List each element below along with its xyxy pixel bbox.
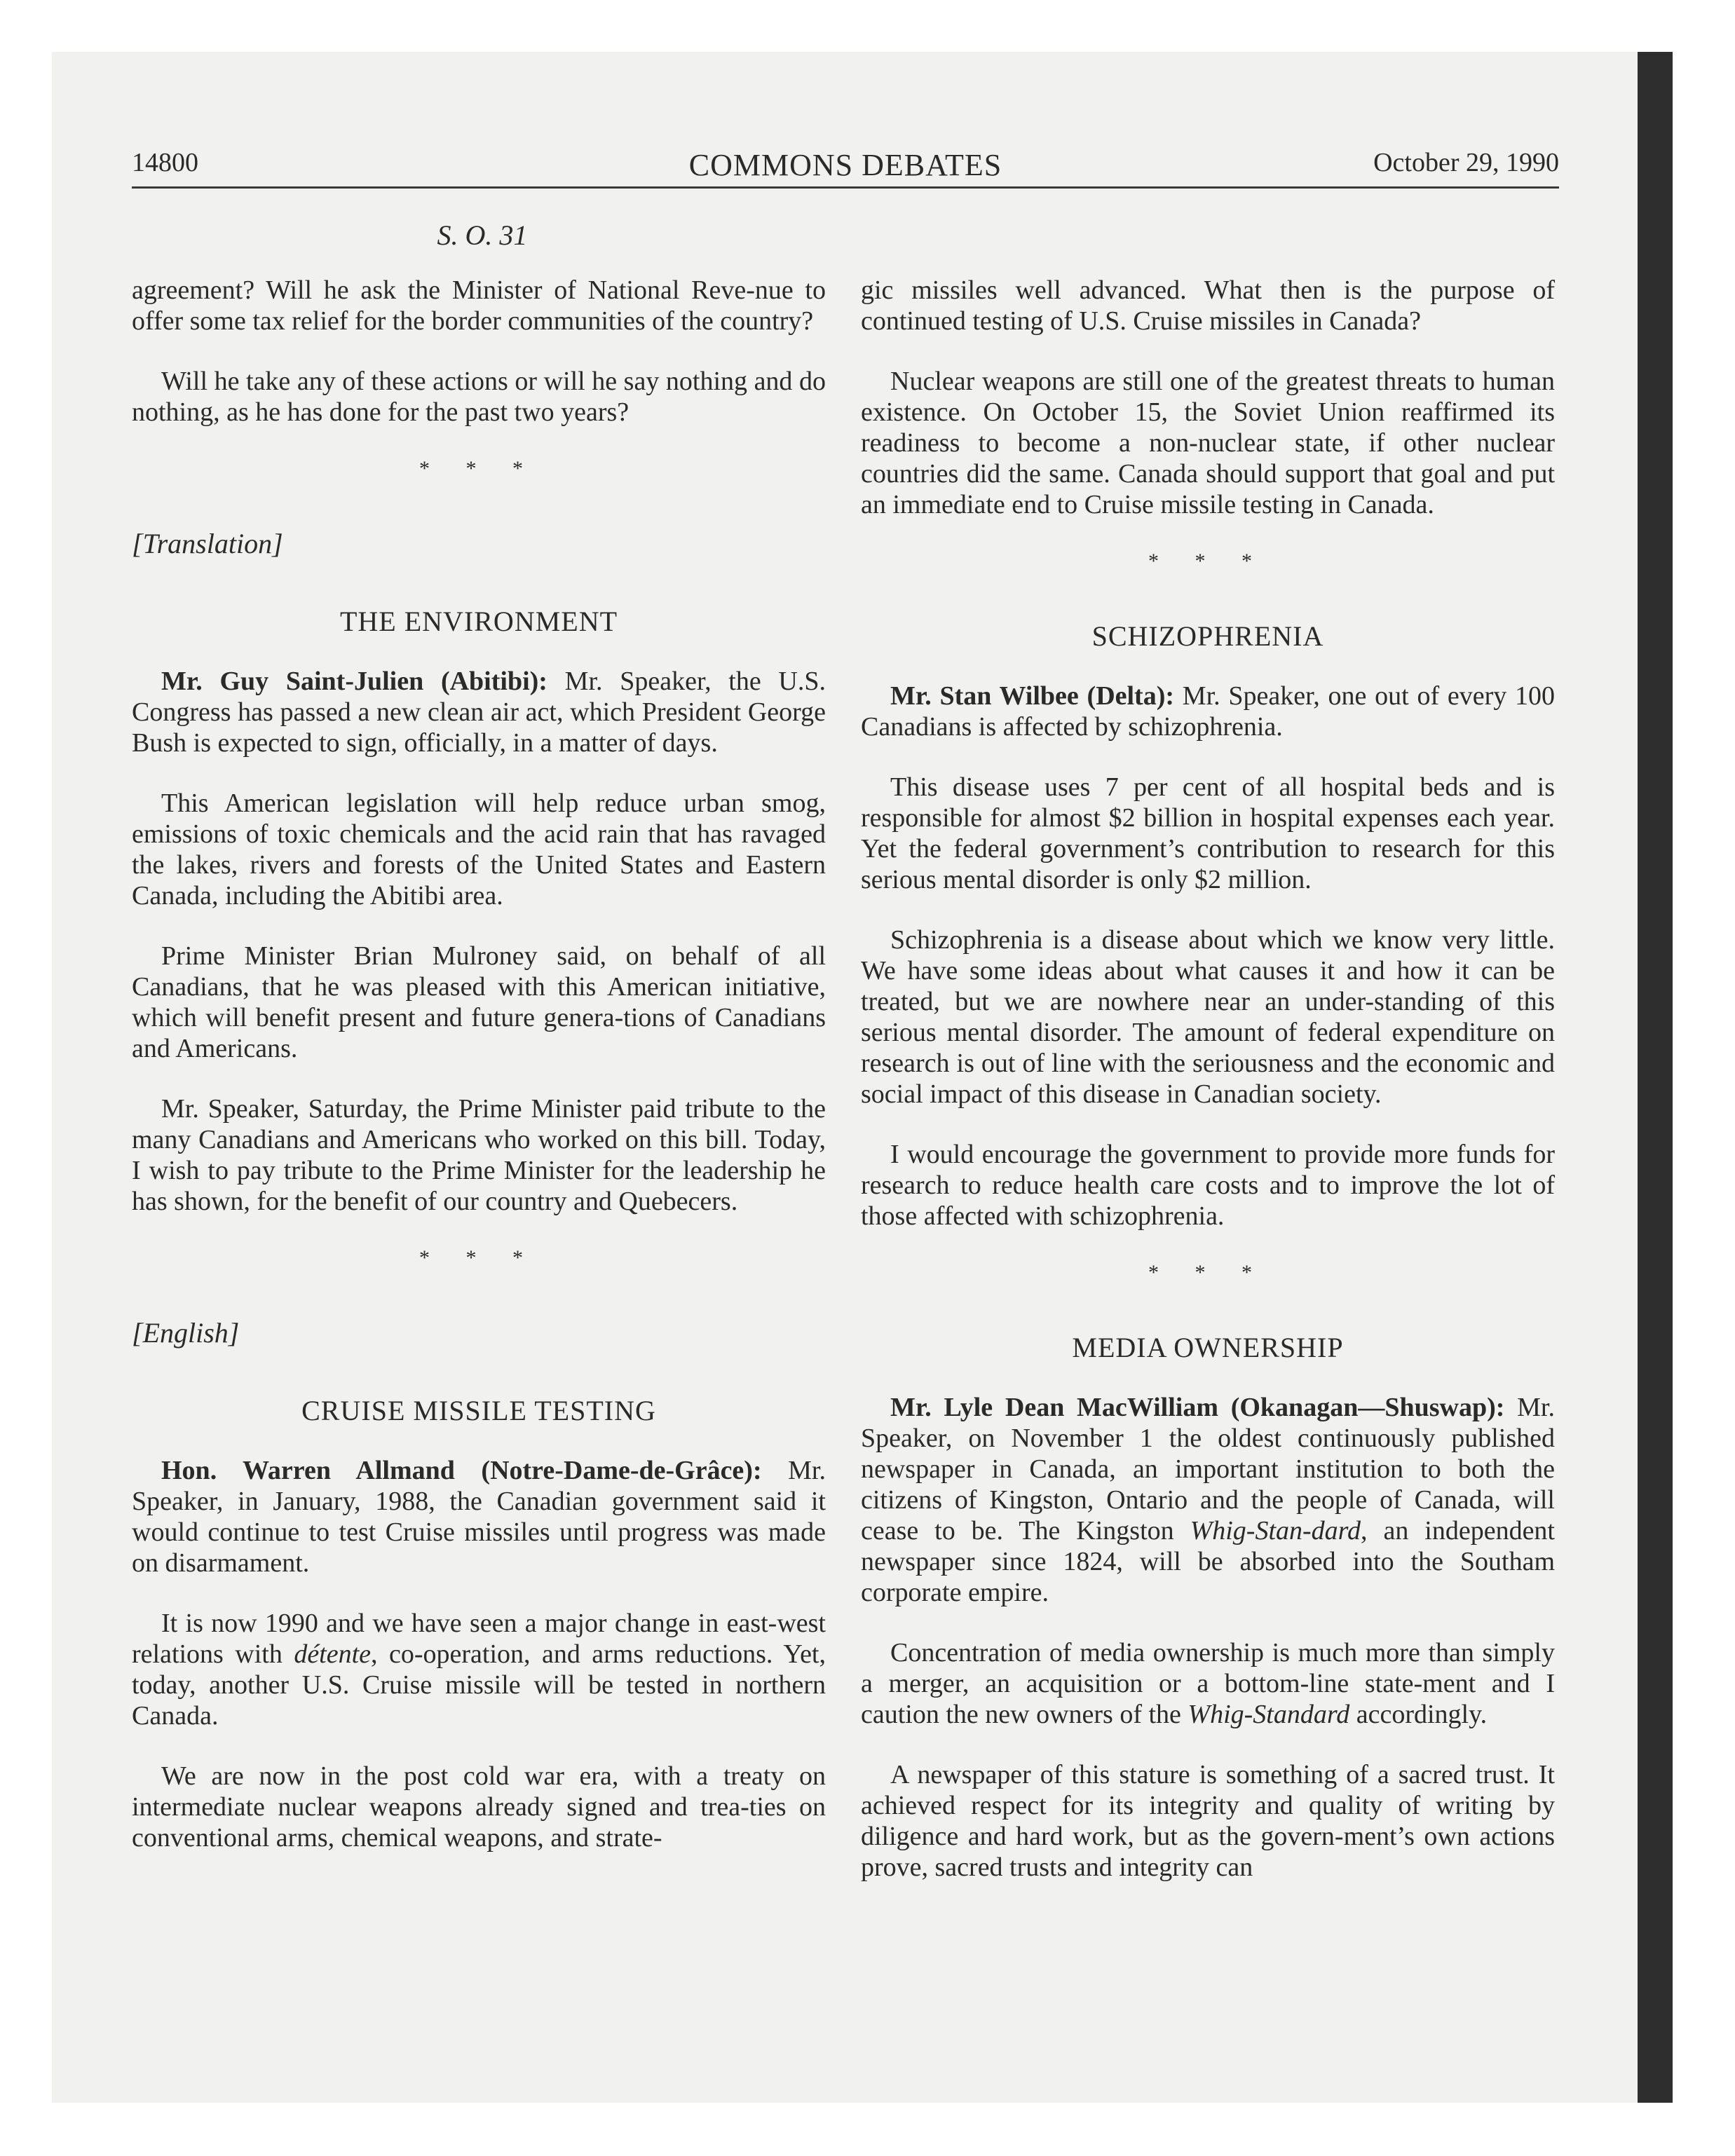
paragraph: Will he take any of these actions or will he say nothing and do nothing, as he has done for the past two years? bbox=[132, 367, 826, 427]
text-run: Mr. Speaker, on November 1 the oldest continuously published newspaper in Canada, an important institution to both the citizens of Kingston, Ontario and the people of Canada, will cease to be. The Kingston bbox=[861, 1393, 1555, 1546]
section-separator: * * * bbox=[419, 1246, 538, 1269]
section-heading: THE ENVIRONMENT bbox=[339, 606, 618, 637]
paragraph: Schizophrenia is a disease about which we know very little. We have some ideas about what causes it and how it can be treated, but we are nowhere near an under-standing of this serious mental disorder. The amount of federal expenditure on research is out of line with the seriousness and the economic and social impact of this disease in Canadian society. bbox=[861, 925, 1555, 1109]
text-run: It is now 1990 and we have seen a major change in east-west relations with bbox=[132, 1609, 826, 1669]
paragraph: We are now in the post cold war era, with a treaty on intermediate nuclear weapons already signed and trea-ties on conventional arms, chemical weapons, and strate- bbox=[132, 1761, 826, 1853]
section-separator: * * * bbox=[419, 457, 538, 480]
speaker-name: Mr. Guy Saint-Julien (Abitibi): bbox=[161, 667, 547, 696]
section-heading: MEDIA OWNERSHIP bbox=[1072, 1332, 1344, 1363]
paragraph bbox=[861, 681, 1555, 742]
publication-title: COMMONS DEBATES bbox=[688, 148, 1002, 182]
paragraph bbox=[132, 1608, 826, 1731]
text-run: Concentration of media ownership is much more than simply a merger, an acquisition or a bottom-line state-ment and I caution the new owners of the bbox=[861, 1638, 1555, 1729]
paragraph: This disease uses 7 per cent of all hospital beds and is responsible for almost $2 billion in hospital expenses each year. Yet the federal government’s contribution to research for this serious mental disorder is only $2 million. bbox=[861, 772, 1555, 894]
speaker-name: Mr. Stan Wilbee (Delta): bbox=[890, 681, 1175, 711]
section-separator: * * * bbox=[1148, 1261, 1267, 1284]
paragraph: Mr. Speaker, Saturday, the Prime Minister paid tribute to the many Canadians and Americans who worked on this bill. Today, I wish to pay tribute to the Prime Minister for the leadership he has shown, for the benefit of our country and Quebecers. bbox=[132, 1094, 826, 1216]
text-run: accordingly. bbox=[1349, 1700, 1488, 1729]
paragraph bbox=[861, 1392, 1555, 1608]
statement-text: Mr. Speaker, in January, 1988, the Canadian government said it would continue to test Cruise missiles until progress was made on disarmament. bbox=[132, 1456, 826, 1578]
paragraph: agreement? Will he ask the Minister of National Reve-nue to offer some tax relief for the border communities of the country? bbox=[132, 275, 826, 336]
emphasis-text: Whig-Stan-dard bbox=[1190, 1516, 1361, 1546]
standing-order-label: S. O. 31 bbox=[437, 219, 528, 251]
paragraph: A newspaper of this stature is something of a sacred trust. It achieved respect for its integrity and quality of writing by diligence and hard work, but as the govern-ment’s own actions prove, sacred trusts and integrity can bbox=[861, 1760, 1555, 1882]
speaker-name: Mr. Lyle Dean MacWilliam (Okanagan—Shuswap): bbox=[890, 1393, 1505, 1422]
speaker-name: Hon. Warren Allmand (Notre-Dame-de-Grâce): bbox=[161, 1456, 762, 1485]
paragraph: gic missiles well advanced. What then is the purpose of continued testing of U.S. Cruise missiles in Canada? bbox=[861, 275, 1555, 336]
emphasis-text: Whig-Standard bbox=[1188, 1700, 1350, 1729]
paragraph bbox=[132, 666, 826, 758]
scan-edge-shadow bbox=[1638, 52, 1673, 2103]
page-number: 14800 bbox=[132, 148, 198, 177]
language-tag: [Translation] bbox=[132, 528, 283, 559]
statement-text: Mr. Speaker, one out of every 100 Canadians is affected by schizophrenia. bbox=[861, 681, 1556, 742]
paragraph: I would encourage the government to provide more funds for research to reduce health care costs and to improve the lot of those affected with schizophrenia. bbox=[861, 1140, 1555, 1231]
section-heading: SCHIZOPHRENIA bbox=[1091, 620, 1324, 652]
language-tag: [English] bbox=[132, 1317, 240, 1349]
paragraph: This American legislation will help reduce urban smog, emissions of toxic chemicals and the acid rain that has ravaged the lakes, rivers and forests of the United States and Eastern Canada, including the Abitibi area. bbox=[132, 789, 826, 910]
text-run: , co-operation, and arms reductions. Yet, today, another U.S. Cruise missile will be tested in northern Canada. bbox=[132, 1639, 826, 1731]
left-column bbox=[132, 275, 826, 1883]
publication-date: October 29, 1990 bbox=[1373, 148, 1559, 177]
right-column bbox=[861, 275, 1555, 1912]
section-separator: * * * bbox=[1148, 550, 1267, 573]
paragraph: Nuclear weapons are still one of the greatest threats to human existence. On October 15, the Soviet Union reaffirmed its readiness to become a non-nuclear state, if other nuclear countries did the same. Canada should support that goal and put an immediate end to Cruise missile testing in Canada. bbox=[861, 367, 1555, 519]
emphasis-text: détente bbox=[294, 1639, 372, 1669]
section-heading: CRUISE MISSILE TESTING bbox=[301, 1395, 656, 1426]
statement-text: Mr. Speaker, the U.S. Congress has passed a new clean air act, which President George Bush is expected to sign, officially, in a matter of days. bbox=[132, 667, 826, 758]
paragraph bbox=[861, 1637, 1555, 1730]
paragraph: Prime Minister Brian Mulroney said, on behalf of all Canadians, that he was pleased with this American initiative, which will benefit present and future genera-tions of Canadians and Americans. bbox=[132, 941, 826, 1063]
text-run: , an independent newspaper since 1824, will be absorbed into the Southam corporate empire. bbox=[861, 1516, 1555, 1607]
paragraph bbox=[132, 1455, 826, 1578]
page-header bbox=[132, 147, 1559, 189]
